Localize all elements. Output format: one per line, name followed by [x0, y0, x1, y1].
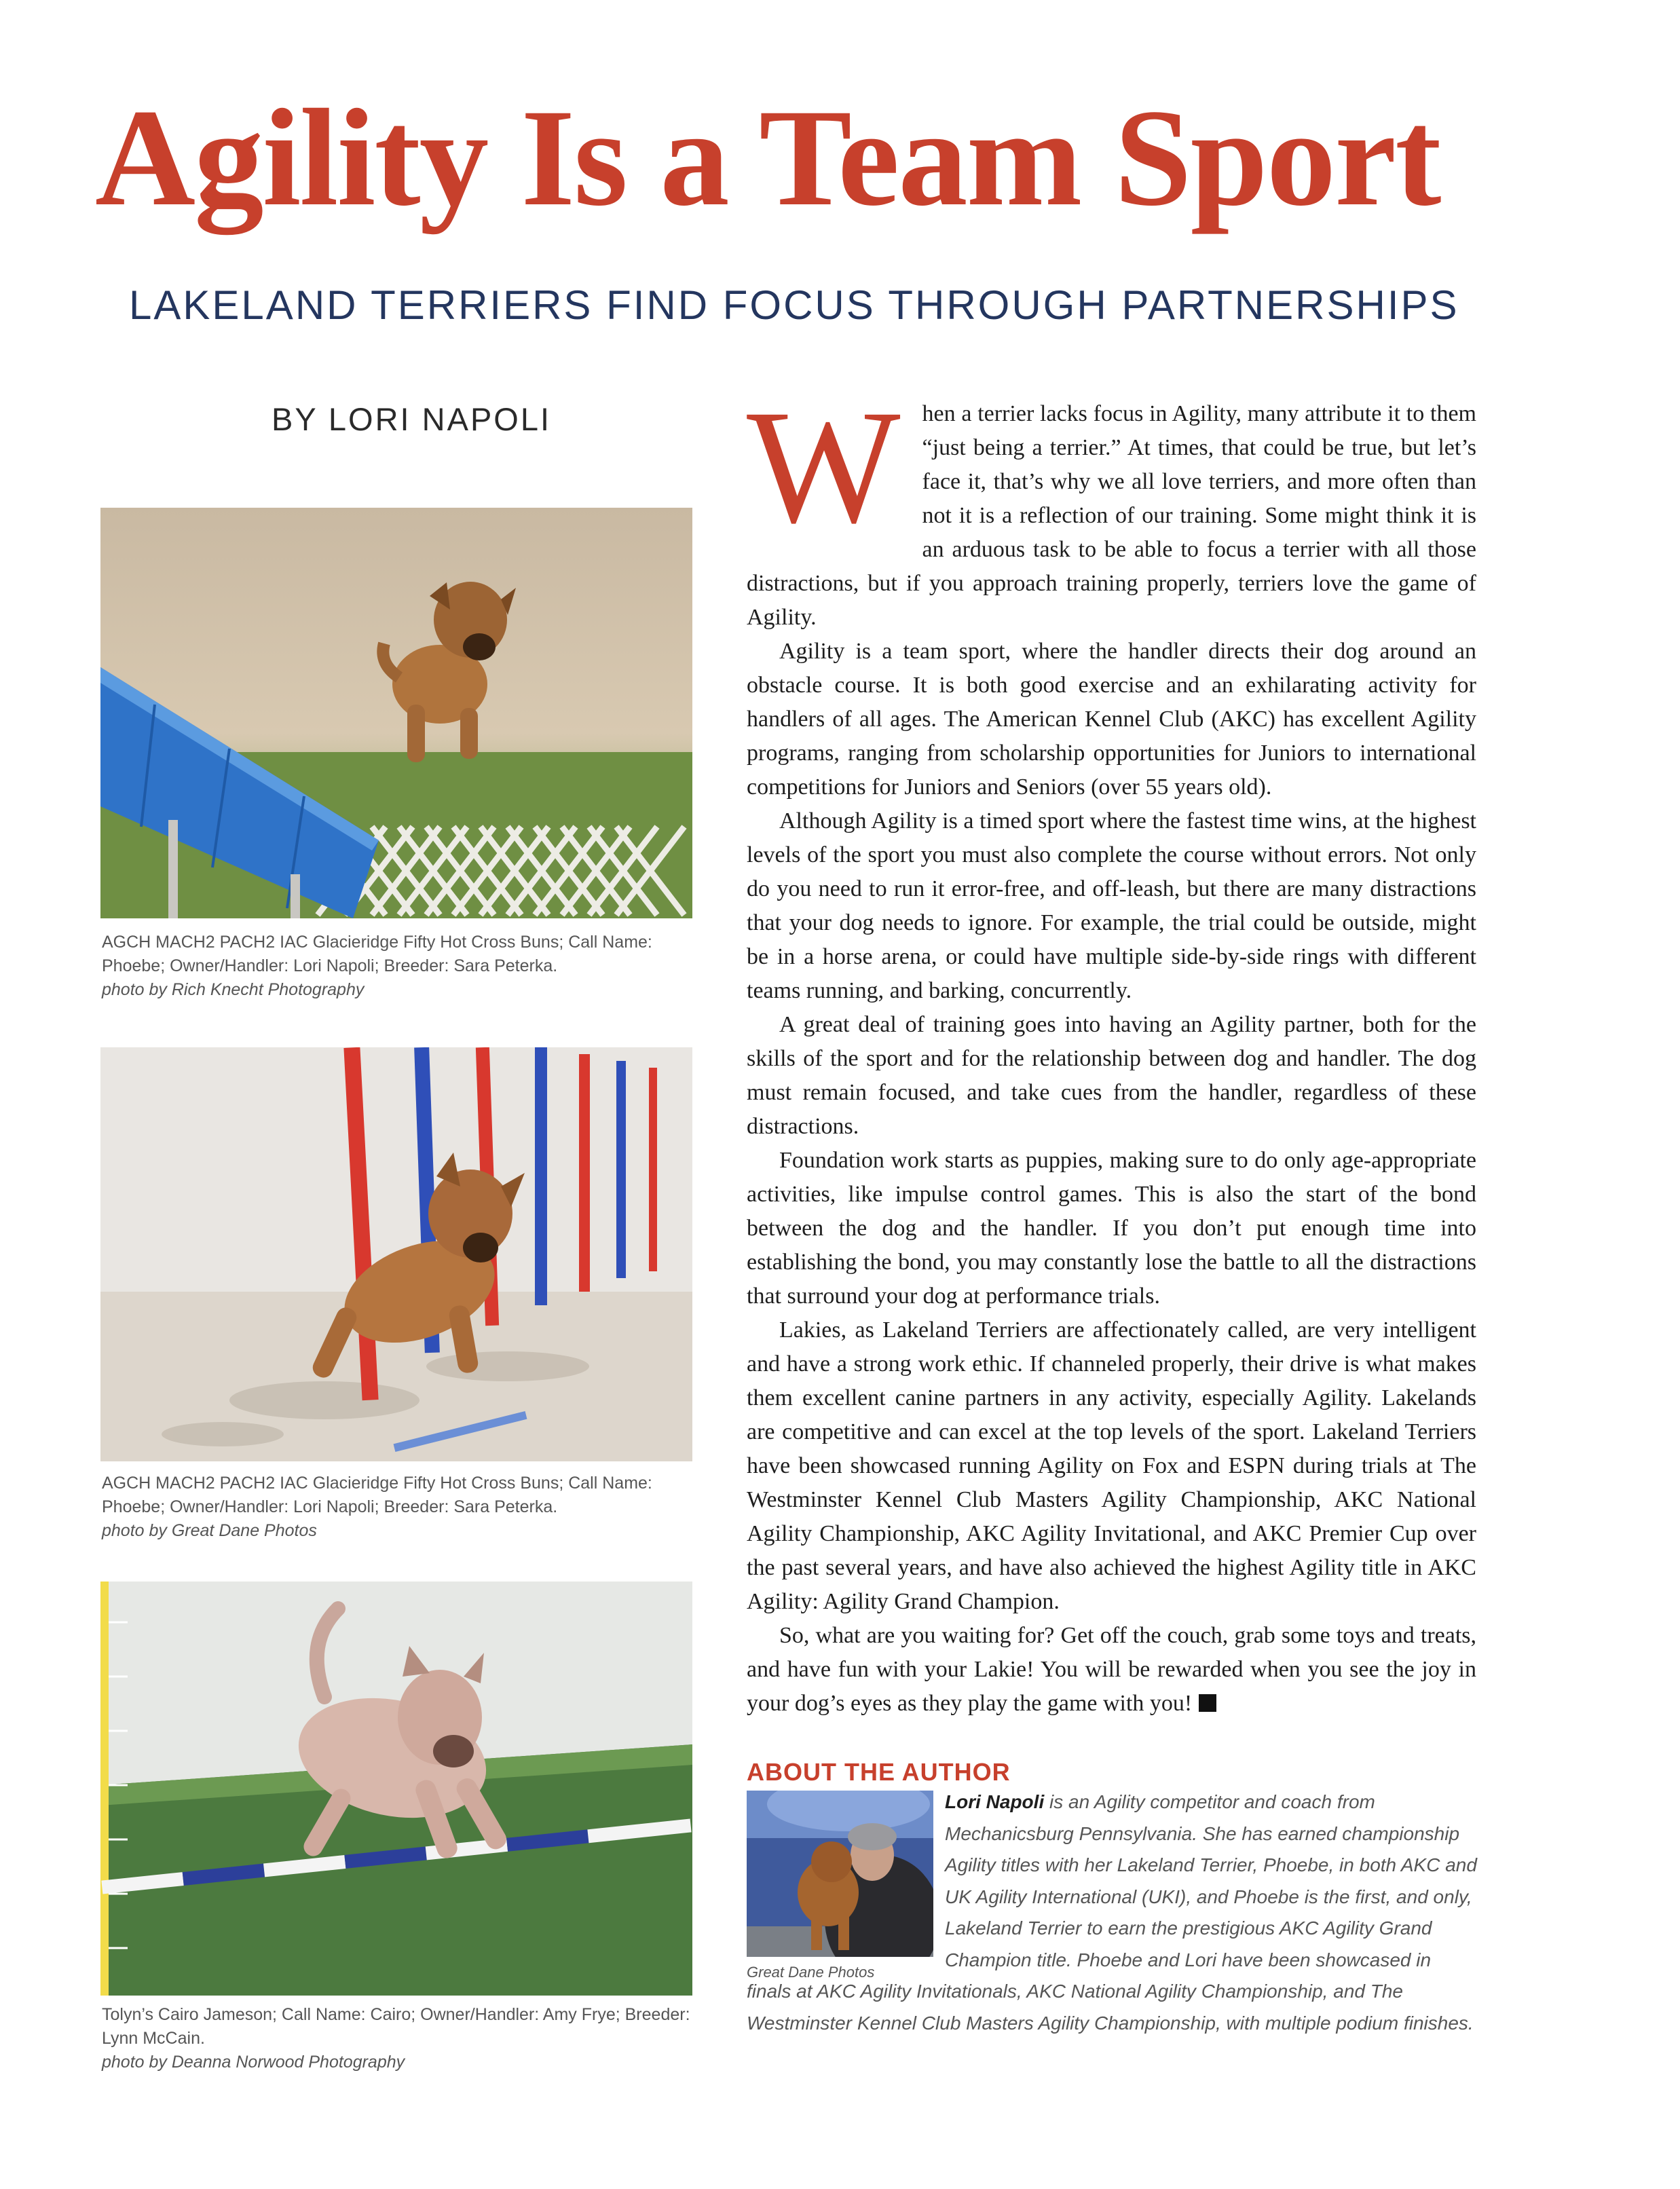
- photo-caption-2: [102, 1472, 699, 1543]
- paragraph-text: So, what are you waiting for? Get off the couch, grab some toys and treats, and have fun with your Lakie! You will be rewarded when you see the joy in your dog’s eyes as they play the game with you!: [747, 1623, 1476, 1716]
- caption-credit: photo by Rich Knecht Photography: [102, 980, 365, 999]
- article-paragraph-2: Agility is a team sport, where the handler directs their dog around an obstacle course. It is both good exercise and an exhilarating activity for handlers of all ages. The American Kennel Club (AKC) has excellent Agility programs, ranging from scholarship opportunities for Juniors to international competitions for Juniors and Seniors (over 55 years old).: [747, 639, 1476, 800]
- article-paragraph-5: Foundation work starts as puppies, making sure to do only age-appropriate activities, like impulse control games. This is also the start of the bond between the dog and the handler. If you don’t put enough time into establishing the bond, you may constantly lose the battle to all the distractions that surround your dog at performance trials.: [747, 1148, 1476, 1309]
- author-name: Lori Napoli: [945, 1791, 1045, 1812]
- about-author-heading: ABOUT THE AUTHOR: [747, 1758, 1011, 1786]
- author-bio-text: is an Agility competitor and coach from Mechanicsburg Pennsylvania. She has earned championship Agility titles with her Lakeland Terrier, Phoebe, in both AKC and UK Agility International (UKI), and Phoebe is the first, and only, Lakeland Terrier to earn the prestigious AKC Agility Grand Champion title. Phoebe and Lori have been showcased in finals at AKC Agility Invitationals, AKC National Agility Championship, and The Westminster Kennel Club Masters Agility Championship, with multiple podium finishes.: [747, 1791, 1477, 2034]
- paragraph-text: hen a terrier lacks focus in Agility, many attribute it to them “just being a terrier.” At times, that could be true, but let’s face it, that’s why we all love terriers, and more often than not it is a reflection of our training. Some might think it is an arduous task to be able to focus a terrier with all those distractions, but if you approach training properly, terriers love the game of Agility.: [747, 401, 1476, 630]
- photo-weave-poles: [100, 1047, 692, 1461]
- photo-dog-walk: [100, 508, 692, 918]
- photo-jump: [100, 1582, 692, 1996]
- caption-text: AGCH MACH2 PACH2 IAC Glacieridge Fifty Hot Cross Buns; Call Name: Phoebe; Owner/Handler: Lori Napoli; Breeder: Sara Peterka.: [102, 933, 652, 975]
- article-paragraph-7: [747, 1619, 1476, 1721]
- article-paragraph-3: Although Agility is a timed sport where the fastest time wins, at the highest levels of the sport you must also complete the course without errors. Not only do you need to run it error-free, and off-leash, but there are many distractions that your dog needs to ignore. For example, the trial could be outside, might be in a horse arena, or could have multiple side-by-side rings with different teams running, and barking, concurrently.: [747, 808, 1476, 1003]
- article-paragraph-1: [747, 376, 1476, 635]
- photo-caption-3: [102, 2003, 699, 2074]
- article-paragraph-4: A great deal of training goes into having an Agility partner, both for the skills of the sport and for the relationship between dog and handler. The dog must remain focused, and take cues from the handler, regardless of these distractions.: [747, 1012, 1476, 1139]
- article-title: Agility Is a Team Sport: [95, 81, 1440, 235]
- end-mark-icon: [1199, 1694, 1216, 1712]
- caption-text: Tolyn’s Cairo Jameson; Call Name: Cairo; Owner/Handler: Amy Frye; Breeder: Lynn McCain.: [102, 2005, 690, 2048]
- article-subtitle: LAKELAND TERRIERS FIND FOCUS THROUGH PARTNERSHIPS: [129, 282, 1459, 328]
- bio-photo-spacer: [747, 1786, 945, 1972]
- caption-text: AGCH MACH2 PACH2 IAC Glacieridge Fifty Hot Cross Buns; Call Name: Phoebe; Owner/Handler: Lori Napoli; Breeder: Sara Peterka.: [102, 1474, 652, 1516]
- article-paragraph-6: Lakies, as Lakeland Terriers are affectionately called, are very intelligent and have a strong work ethic. If channeled properly, their drive is what makes them excellent canine partners in any activity, especially Agility. Lakelands are competitive and can excel at the top levels of the sport. Lakeland Terriers have been showcased running Agility on Fox and ESPN during trials at The Westminster Kennel Club Masters Agility Championship, AKC National Agility Championship, AKC Agility Invitational, and AKC Premier Cup over the past several years, and have also achieved the highest Agility title in AKC Agility: Agility Grand Champion.: [747, 1317, 1476, 1614]
- byline: BY LORI NAPOLI: [272, 401, 552, 437]
- caption-credit: photo by Great Dane Photos: [102, 1521, 317, 1540]
- photo-jump-image: [100, 1582, 692, 1996]
- photo-caption-1: [102, 931, 699, 1002]
- photo-dog-walk-image: [100, 508, 692, 918]
- drop-cap: W: [747, 376, 901, 557]
- article-body: [747, 376, 1476, 1721]
- caption-credit: photo by Deanna Norwood Photography: [102, 2053, 405, 2072]
- photo-weave-poles-image: [100, 1047, 692, 1461]
- author-photo-credit: Great Dane Photos: [747, 1964, 875, 1981]
- author-bio: [747, 1786, 1480, 2039]
